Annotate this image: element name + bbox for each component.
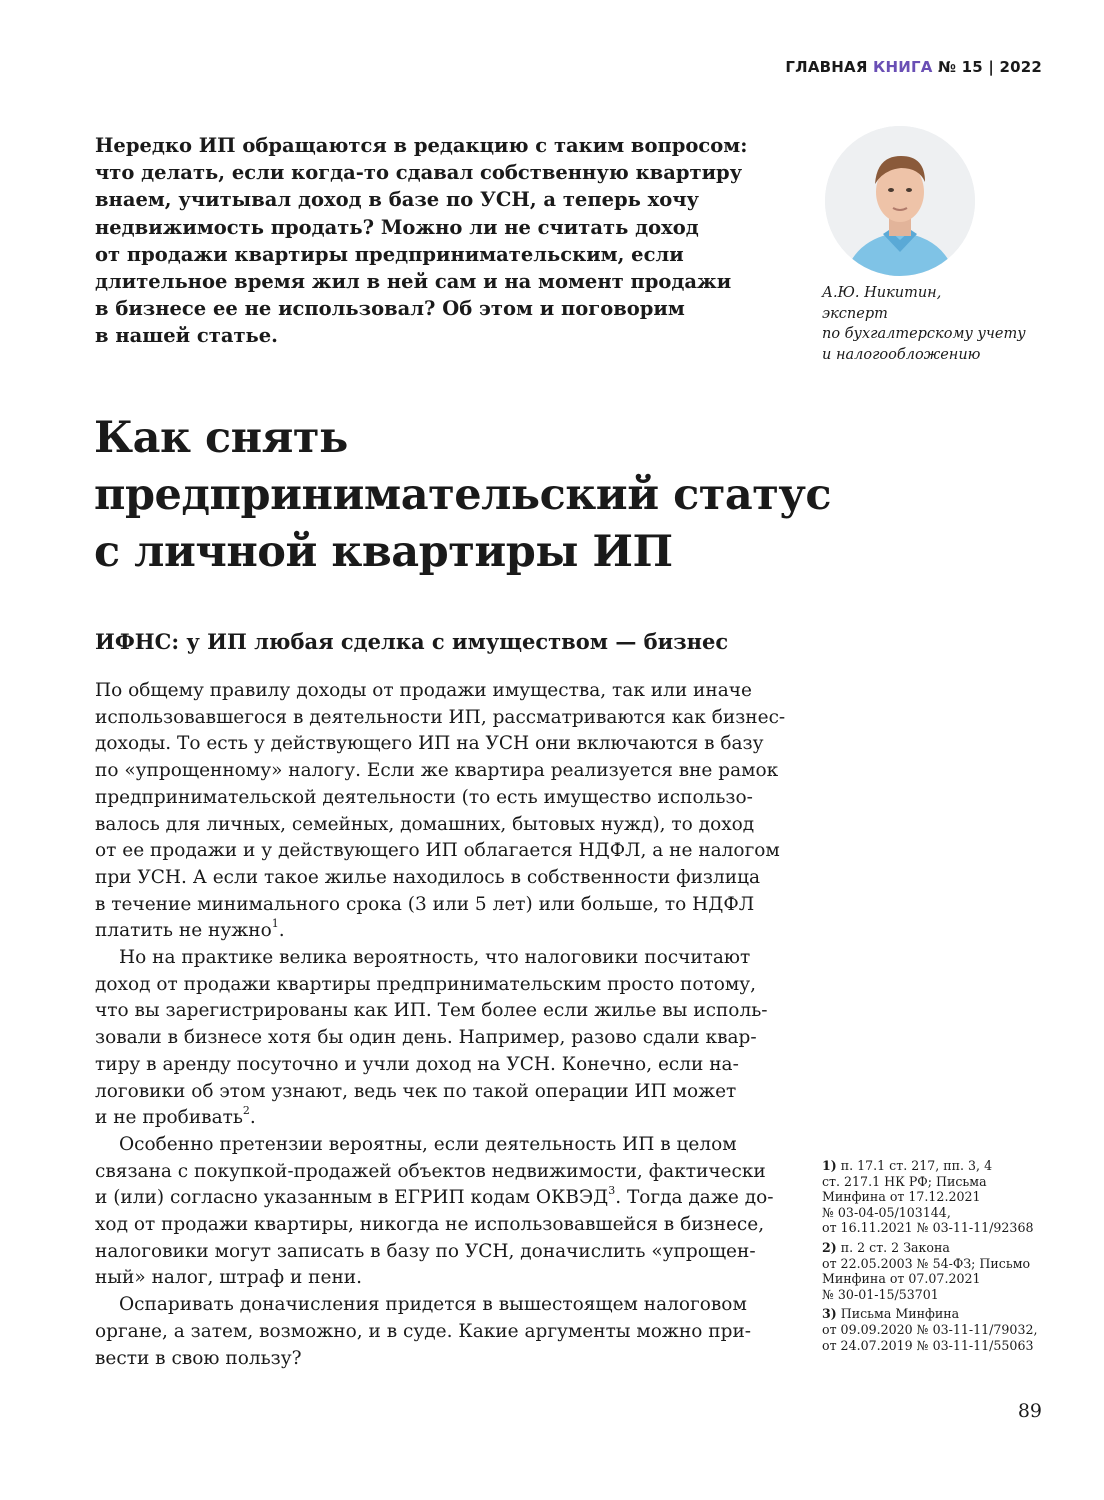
footnote-text: ст. 217.1 НК РФ; Письма — [822, 1173, 987, 1189]
body-line: ход от продажи квартиры, никогда не использовавшейся в бизнесе, — [95, 1214, 765, 1236]
body-line: Оспаривать доначисления придется в вышестоящем налоговом — [119, 1294, 747, 1316]
body-line — [95, 918, 775, 945]
body-line: при УСН. А если такое жилье находилось в собственности физлица — [95, 866, 761, 888]
body-line — [95, 1105, 775, 1132]
body-line: тиру в аренду посуточно и учли доход на УСН. Конечно, если на- — [95, 1053, 739, 1075]
author-portrait-icon — [825, 126, 975, 276]
page-number: 89 — [1017, 1400, 1042, 1422]
body-line: вести в свою пользу? — [95, 1347, 302, 1369]
body-line: логовики об этом узнают, ведь чек по такой операции ИП может — [95, 1080, 737, 1102]
lead-line: в бизнесе ее не использовал? Об этом и поговорим — [95, 297, 685, 321]
footnote-text: п. 17.1 ст. 217, пп. 3, 4 — [836, 1158, 993, 1173]
body-text: . — [278, 920, 285, 942]
body-text: . — [249, 1107, 256, 1129]
body-line: Но на практике велика вероятность, что налоговики посчитают — [119, 947, 751, 969]
magazine-header — [785, 58, 1042, 76]
body-line — [95, 1185, 775, 1212]
lead-line: длительное время жил в ней сам и на момент продажи — [95, 270, 732, 294]
footnote-text: от 09.09.2020 № 03-11-11/79032, — [822, 1321, 1038, 1337]
body-line: валось для личных, семейных, домашних, бытовых нужд), то доход — [95, 813, 755, 835]
author-role: и налогообложению — [822, 346, 981, 363]
lead-line: что делать, если когда-то сдавал собственную квартиру — [95, 161, 743, 185]
title-line: предпринимательский статус — [94, 470, 832, 520]
footnote-ref: 2 — [242, 1104, 250, 1118]
body-text: и (или) согласно указанным в ЕГРИП кодам ОКВЭД — [95, 1187, 609, 1209]
body-line: органе, а затем, возможно, и в суде. Какие аргументы можно при- — [95, 1320, 752, 1342]
lead-line: в нашей статье. — [95, 324, 278, 348]
section-heading: ИФНС: у ИП любая сделка с имуществом — бизнес — [95, 629, 729, 654]
author-role: по бухгалтерскому учету — [822, 326, 1026, 342]
body-text: . Тогда даже до- — [615, 1187, 774, 1209]
footnote-text: Письма Минфина — [836, 1306, 960, 1322]
body-line: по «упрощенному» налогу. Если же квартира реализуется вне рамок — [95, 760, 779, 782]
footnote — [822, 1158, 1062, 1236]
body-line: в течение минимального срока (3 или 5 лет) или больше, то НДФЛ — [95, 893, 755, 915]
header-issue: № 15 | 2022 — [932, 58, 1042, 76]
footnote-text: № 03-04-05/103144, — [822, 1204, 951, 1220]
footnote-ref: 1 — [271, 917, 279, 931]
footnote-number: 1) — [822, 1158, 837, 1173]
body-line: Особенно претензии вероятны, если деятельность ИП в целом — [119, 1133, 737, 1155]
lead-line: Нередко ИП обращаются в редакцию с таким вопросом: — [95, 134, 748, 157]
author-caption — [822, 283, 1052, 365]
body-line: связана с покупкой-продажей объектов недвижимости, фактически — [95, 1160, 766, 1182]
lead-line: недвижимость продать? Можно ли не считать доход — [95, 215, 699, 239]
author-role: эксперт — [822, 305, 888, 322]
article-body — [95, 678, 786, 1372]
header-brand-part1: ГЛАВНАЯ — [785, 58, 874, 76]
author-photo — [825, 126, 975, 276]
article-title — [94, 410, 974, 581]
body-line: что вы зарегистрированы как ИП. Тем более если жилье вы исполь- — [95, 1000, 768, 1022]
footnotes — [822, 1158, 1062, 1357]
footnote-text: Минфина от 07.07.2021 — [822, 1271, 981, 1287]
footnote — [822, 1240, 1062, 1302]
body-line: доход от продажи квартиры предпринимательским просто потому, — [95, 973, 756, 995]
footnote-number: 2) — [822, 1239, 837, 1255]
lead-line: внаем, учитывал доход в базе по УСН, а теперь хочу — [95, 188, 700, 212]
footnote-text: от 16.11.2021 № 03-11-11/92368 — [822, 1220, 1034, 1236]
body-line: По общему правилу доходы от продажи имущества, так или иначе — [95, 680, 752, 701]
title-line: Как снять — [94, 413, 348, 463]
footnote-text: Минфина от 17.12.2021 — [822, 1189, 981, 1205]
lead-paragraph — [95, 132, 775, 350]
footnote-text: № 30-01-15/53701 — [822, 1286, 939, 1302]
footnote-text: от 24.07.2019 № 03-11-11/55063 — [822, 1337, 1034, 1353]
author-name: А.Ю. Никитин, — [822, 285, 942, 301]
body-line: от ее продажи и у действующего ИП облагается НДФЛ, а не налогом — [95, 840, 780, 862]
body-text: платить не нужно — [95, 920, 272, 942]
footnote — [822, 1306, 1062, 1353]
footnote-text: п. 2 ст. 2 Закона — [836, 1239, 950, 1255]
footnote-number: 3) — [822, 1306, 837, 1322]
title-line: с личной квартиры ИП — [94, 527, 673, 577]
body-text: и не пробивать — [95, 1107, 243, 1129]
body-line: предпринимательской деятельности (то есть имущество использо- — [95, 786, 753, 808]
body-line: использовавшегося в деятельности ИП, рассматриваются как бизнес- — [95, 706, 786, 728]
header-brand-part2: КНИГА — [873, 58, 933, 76]
footnote-ref: 3 — [608, 1184, 616, 1198]
footnote-text: от 22.05.2003 № 54-ФЗ; Письмо — [822, 1255, 1031, 1271]
body-line: доходы. То есть у действующего ИП на УСН они включаются в базу — [95, 733, 764, 755]
lead-line: от продажи квартиры предпринимательским, если — [95, 242, 684, 266]
body-line: зовали в бизнесе хотя бы один день. Например, разово сдали квар- — [95, 1027, 757, 1049]
body-line: ный» налог, штраф и пени. — [95, 1267, 362, 1289]
body-line: налоговики могут записать в базу по УСН, доначислить «упрощен- — [95, 1240, 756, 1262]
